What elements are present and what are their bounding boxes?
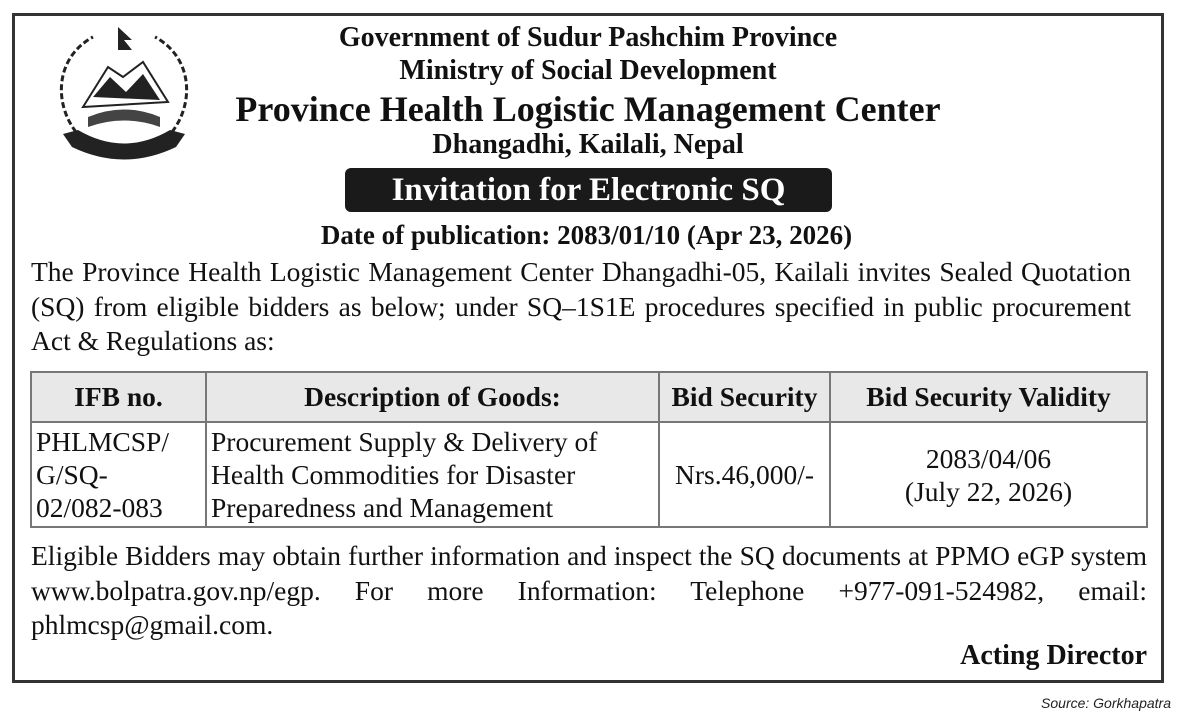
ifb-line: G/SQ- <box>36 459 108 490</box>
header-ifb: IFB no. <box>31 372 206 422</box>
publication-date: Date of publication: 2083/01/10 (Apr 23, 2026) <box>320 220 853 250</box>
table-row <box>31 422 1147 527</box>
intro-paragraph: The Province Health Logistic Management Center Dhangadhi-05, Kailali invites Sealed Quotation (SQ) from eligible bidders as below; under SQ–1S1E procedures specified in public procurement Act & Regulations as: <box>31 256 1131 356</box>
cell-bid-security: Nrs.46,000/- <box>659 422 830 527</box>
header-validity: Bid Security Validity <box>830 372 1147 422</box>
signatory: Acting Director <box>960 640 1147 671</box>
validity-date-ad: (July 22, 2026) <box>904 475 1073 507</box>
cell-validity <box>830 422 1147 527</box>
nepal-emblem-icon <box>48 22 200 167</box>
ifb-line: 02/082-083 <box>36 492 163 523</box>
bid-table <box>30 371 1148 528</box>
header-description: Description of Goods: <box>206 372 659 422</box>
footer-paragraph: Eligible Bidders may obtain further information and inspect the SQ documents at PPMO eGP system www.bolpatra.gov.np/egp. For more Information: Telephone +977-091-524982, email: phlmcsp@gmail.com. <box>31 540 1147 640</box>
header-location: Dhangadhi, Kailali, Nepal <box>432 129 744 160</box>
header-bid-security: Bid Security <box>659 372 830 422</box>
cell-description: Procurement Supply & Delivery of Health Commodities for Disaster Preparedness and Management <box>206 422 659 527</box>
header-center: Province Health Logistic Management Center <box>235 89 941 129</box>
table-header-row <box>31 372 1147 422</box>
notice-title-banner: Invitation for Electronic SQ <box>345 168 832 212</box>
header-government: Government of Sudur Pashchim Province <box>338 22 838 53</box>
validity-date: 2083/04/06 <box>925 442 1052 474</box>
ifb-line: PHLMCSP/ <box>36 426 169 457</box>
source-credit: Source: Gorkhapatra <box>1041 695 1171 711</box>
header-ministry: Ministry of Social Development <box>399 55 777 86</box>
cell-ifb <box>31 422 206 527</box>
